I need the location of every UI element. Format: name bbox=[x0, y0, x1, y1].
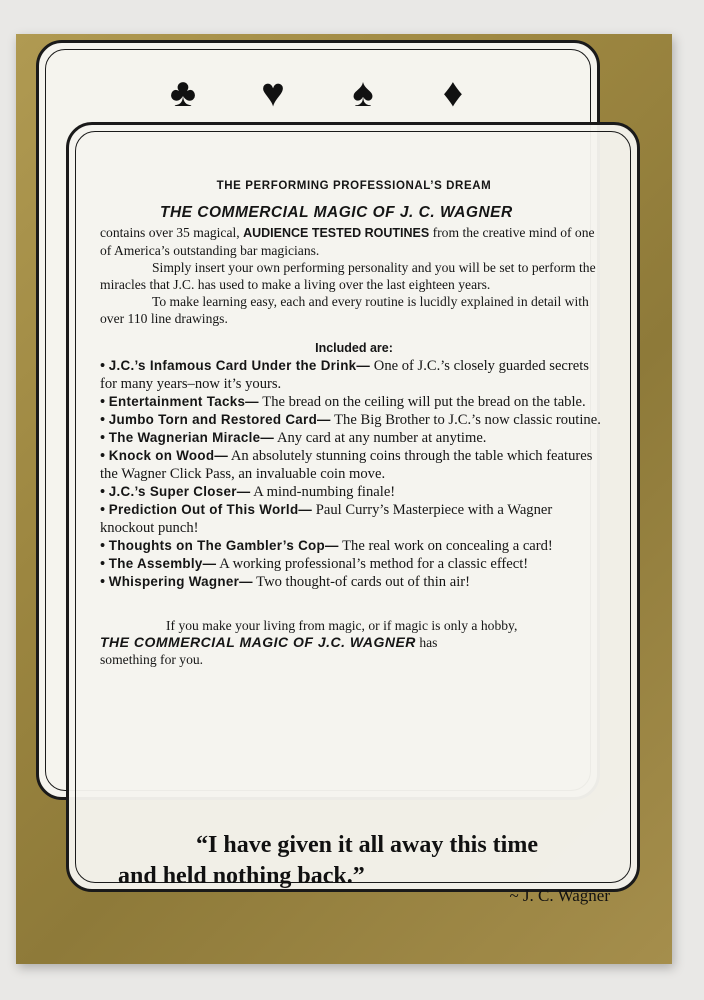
blurb-content bbox=[100, 180, 608, 668]
routine-item: • J.C.’s Super Closer— A mind-numbing finale! bbox=[100, 484, 396, 500]
routine-item: • Entertainment Tacks— The bread on the ceiling will put the bread on the table. bbox=[100, 394, 586, 410]
closing-line-1: If you make your living from magic, or if magic is only a hobby, bbox=[166, 618, 518, 633]
intro-paragraph-3: To make learning easy, each and every routine is lucidly explained in detail with over 110 line drawings. bbox=[100, 294, 589, 326]
intro-paragraph-2: Simply insert your own performing personality and you will be set to perform the miracles that J.C. has used to make a living over the last eighteen years. bbox=[100, 260, 596, 292]
quote-attribution: ~ J. C. Wagner bbox=[509, 886, 610, 905]
included-heading: Included are: bbox=[315, 341, 393, 355]
routine-item: • The Wagnerian Miracle— Any card at any number at anytime. bbox=[100, 430, 487, 446]
routine-item: • Whispering Wagner— Two thought-of cards out of thin air! bbox=[100, 574, 470, 590]
heart-icon: ♥ bbox=[261, 69, 285, 115]
spade-icon: ♠ bbox=[352, 69, 374, 115]
closing-line-3: something for you. bbox=[100, 652, 204, 667]
author-quote bbox=[118, 830, 618, 892]
closing-line-2: THE COMMERCIAL MAGIC OF J.C. WAGNER has bbox=[100, 634, 438, 650]
routine-item: • The Assembly— A working professional’s method for a classic effect! bbox=[100, 556, 529, 572]
routine-item: • J.C.’s Infamous Card Under the Drink— One of J.C.’s closely guarded secrets for many years–now it’s yours. bbox=[100, 358, 589, 392]
emphasis-routines: AUDIENCE TESTED ROUTINES bbox=[243, 226, 430, 240]
quote-line-1: “I have given it all away this time bbox=[196, 832, 538, 858]
closing-paragraph bbox=[100, 617, 608, 668]
routine-item: • Knock on Wood— An absolutely stunning coins through the table which features the Wagner Click Pass, an invaluable coin move. bbox=[100, 448, 593, 482]
closing-title: THE COMMERCIAL MAGIC OF J.C. WAGNER bbox=[100, 634, 416, 650]
card-suits-row bbox=[36, 62, 600, 122]
intro-paragraph-1: contains over 35 magical, AUDIENCE TESTED ROUTINES from the creative mind of one of America’s outstanding bar magicians. bbox=[100, 225, 595, 258]
routine-item: • Jumbo Torn and Restored Card— The Big Brother to J.C.’s now classic routine. bbox=[100, 412, 601, 428]
diamond-icon: ♦ bbox=[442, 69, 464, 115]
routine-item: • Thoughts on The Gambler’s Cop— The real work on concealing a card! bbox=[100, 538, 553, 554]
book-title: THE COMMERCIAL MAGIC OF J. C. WAGNER bbox=[160, 204, 513, 221]
quote-line-2: and held nothing back.” bbox=[118, 863, 365, 889]
kicker-heading: THE PERFORMING PROFESSIONAL’S DREAM bbox=[216, 180, 492, 192]
routine-item: • Prediction Out of This World— Paul Curry’s Masterpiece with a Wagner knockout punch! bbox=[100, 502, 553, 536]
club-icon: ♣ bbox=[169, 69, 197, 115]
routine-list bbox=[100, 357, 608, 591]
